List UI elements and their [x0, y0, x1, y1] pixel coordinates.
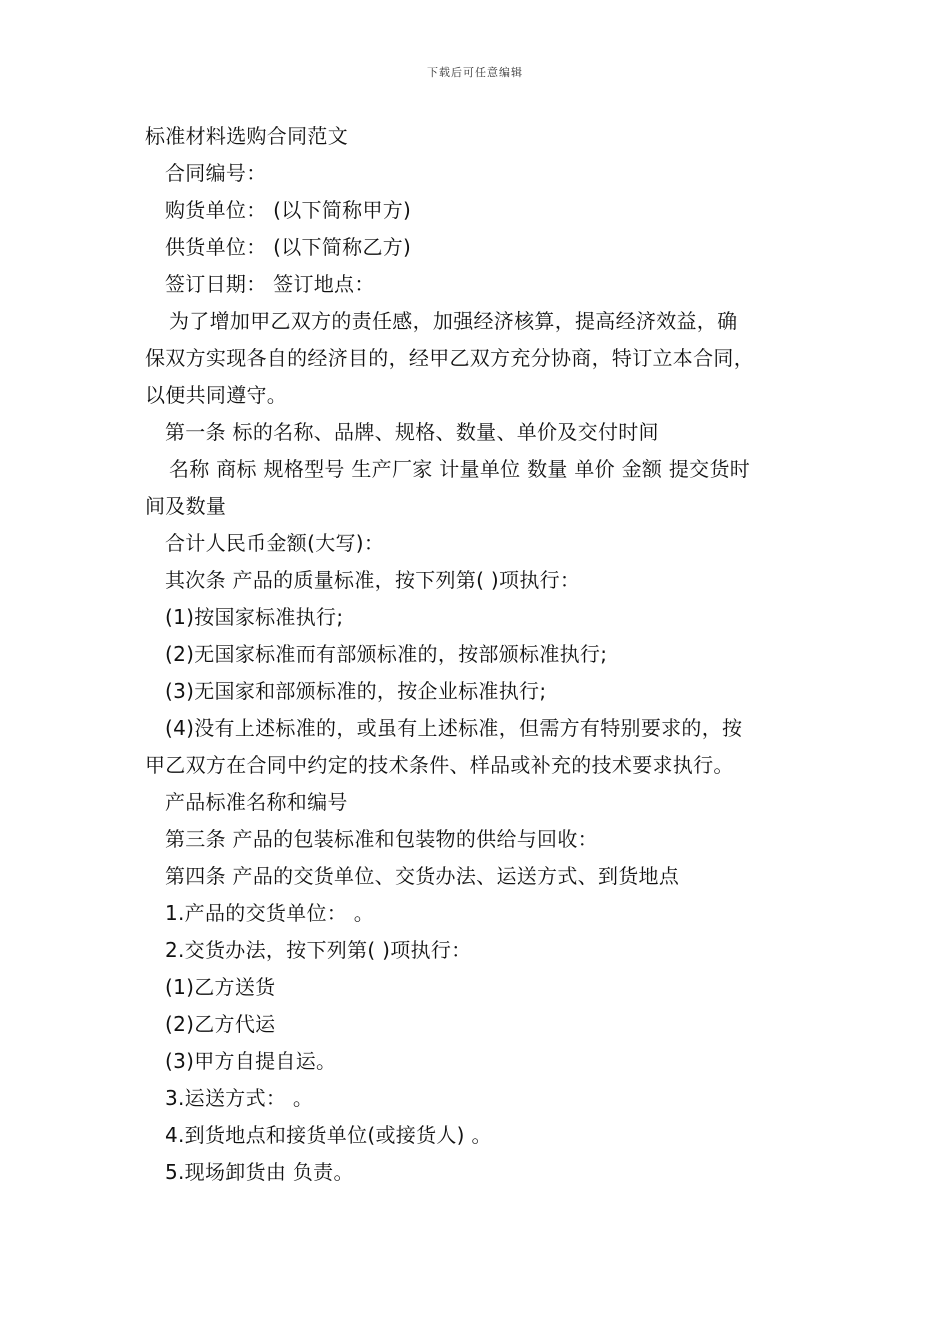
supplier-line: 供货单位： (以下简称乙方)	[165, 235, 412, 259]
article-2-item-3: (3)无国家和部颁标准的，按企业标准执行;	[165, 679, 547, 703]
article-1-heading: 第一条 标的名称、品牌、规格、数量、单价及交付时间	[165, 420, 659, 444]
article-1-columns-line-1: 名称 商标 规格型号 生产厂家 计量单位 数量 单价 金额 提交货时	[169, 457, 751, 481]
article-4-item-2-option-1: (1)乙方送货	[165, 975, 276, 999]
document-title: 标准材料选购合同范文	[145, 124, 348, 148]
contract-number-line: 合同编号：	[165, 161, 267, 185]
document-body	[145, 118, 825, 1191]
signing-info-line: 签订日期： 签订地点：	[165, 272, 375, 296]
article-2-item-4-line-2: 甲乙双方在合同中约定的技术条件、样品或补充的技术要求执行。	[145, 753, 734, 777]
article-4-item-5: 5.现场卸货由 负责。	[165, 1160, 354, 1184]
article-4-heading: 第四条 产品的交货单位、交货办法、运送方式、到货地点	[165, 864, 680, 888]
preamble-line-2: 保双方实现各自的经济目的，经甲乙双方充分协商，特订立本合同，	[145, 346, 754, 370]
article-4-item-4: 4.到货地点和接货单位(或接货人) 。	[165, 1123, 492, 1147]
article-2-item-1: (1)按国家标准执行;	[165, 605, 344, 629]
article-2-heading: 其次条 产品的质量标准，按下列第( )项执行：	[165, 568, 581, 592]
total-amount-line: 合计人民币金额(大写)：	[165, 531, 385, 555]
article-1-columns-line-2: 间及数量	[145, 494, 227, 518]
article-2-item-2: (2)无国家标准而有部颁标准的，按部颁标准执行;	[165, 642, 608, 666]
article-3-heading: 第三条 产品的包装标准和包装物的供给与回收：	[165, 827, 598, 851]
article-4-item-2: 2.交货办法，按下列第( )项执行：	[165, 938, 472, 962]
article-4-item-3: 3.运送方式： 。	[165, 1086, 314, 1110]
standard-name-line: 产品标准名称和编号	[165, 790, 348, 814]
preamble-line-3: 以便共同遵守。	[145, 383, 288, 407]
preamble-line-1: 为了增加甲乙双方的责任感，加强经济核算，提高经济效益，确	[169, 309, 738, 333]
article-4-item-2-option-2: (2)乙方代运	[165, 1012, 276, 1036]
buyer-line: 购货单位： (以下简称甲方)	[165, 198, 412, 222]
article-2-item-4-line-1: (4)没有上述标准的，或虽有上述标准，但需方有特别要求的，按	[165, 716, 743, 740]
article-4-item-2-option-3: (3)甲方自提自运。	[165, 1049, 337, 1073]
page-header-note: 下载后可任意编辑	[427, 66, 523, 79]
article-4-item-1: 1.产品的交货单位： 。	[165, 901, 375, 925]
